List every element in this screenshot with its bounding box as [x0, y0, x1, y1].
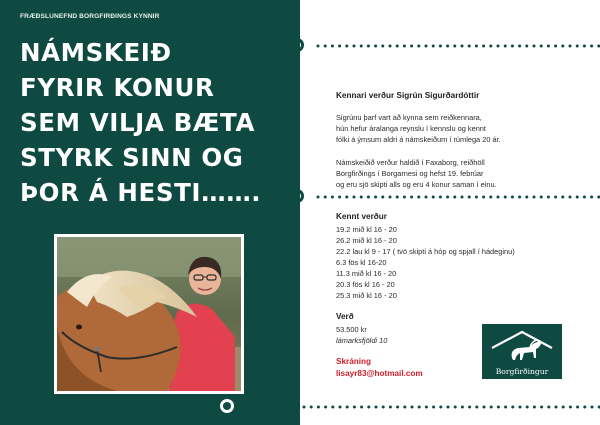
- headline-line: STYRK SINN OG: [20, 143, 244, 172]
- price-value: 53.500 kr: [336, 325, 367, 334]
- logo-name: Borgfirðingur: [495, 367, 549, 376]
- schedule-item: 20.3 fös kl 16 - 20: [336, 280, 395, 289]
- price-title: Verð: [336, 312, 354, 321]
- registration-email[interactable]: lisayr83@hotmail.com: [336, 369, 423, 378]
- dotted-line-top: [300, 44, 600, 48]
- ring-ornament-middle: [290, 189, 304, 203]
- intro-paragraph: [336, 112, 586, 145]
- dotted-line-bottom: [0, 405, 600, 409]
- intro-line: Sigrúnu þarf vart að kynna sem reiðkennara,: [336, 113, 482, 122]
- schedule-list: [336, 224, 515, 301]
- schedule-item: 26.2 mið kl 16 - 20: [336, 236, 397, 245]
- details-line: og eru sjö skipti alls og eru 4 konur saman í einu.: [336, 180, 497, 189]
- headline: [20, 35, 300, 210]
- borgfirdingur-logo: [482, 324, 562, 379]
- ring-ornament-bottom: [220, 399, 234, 413]
- schedule-item: 6.3 fös kl 16-20: [336, 258, 387, 267]
- photo-frame: [54, 234, 244, 394]
- ring-ornament-top: [290, 38, 304, 52]
- headline-line: ÞOR Á HESTI…….: [20, 178, 262, 207]
- dotted-line-middle: [300, 195, 600, 199]
- subtitle: FRÆÐSLUNEFND BORGFIRÐINGS KYNNIR: [20, 13, 160, 20]
- details-paragraph: [336, 157, 586, 190]
- registration-label: Skráning: [336, 357, 372, 366]
- photo-woman-with-horse: [57, 237, 241, 391]
- schedule-item: 22.2 lau kl 9 - 17 ( tvö skipti á hóp og spjall í hádeginu): [336, 247, 515, 256]
- horse-mountain-icon: [482, 324, 562, 369]
- intro-line: fólki á ýmsum aldri á námskeiðum í rúmlega 20 ár.: [336, 135, 501, 144]
- schedule-title: Kennt verður: [336, 212, 387, 221]
- schedule-item: 19.2 mið kl 16 - 20: [336, 225, 397, 234]
- details-line: Námskeiðið verður haldið í Faxaborg, reiðhöll: [336, 158, 485, 167]
- intro-line: hún hefur áralanga reynslu í kennslu og kennt: [336, 124, 486, 133]
- details-line: Borgfirðings í Borgarnesi og hefst 19. febrúar: [336, 169, 484, 178]
- headline-line: NÁMSKEIÐ: [20, 38, 172, 67]
- teacher-heading: Kennari verður Sigrún Sigurðardóttir: [336, 91, 480, 100]
- schedule-item: 11.3 mið kl 16 - 20: [336, 269, 397, 278]
- headline-line: SEM VILJA BÆTA: [20, 108, 256, 137]
- schedule-item: 25.3 mið kl 16 - 20: [336, 291, 397, 300]
- headline-line: FYRIR KONUR: [20, 73, 215, 102]
- min-participants: lámarksfjöldi 10: [336, 336, 388, 345]
